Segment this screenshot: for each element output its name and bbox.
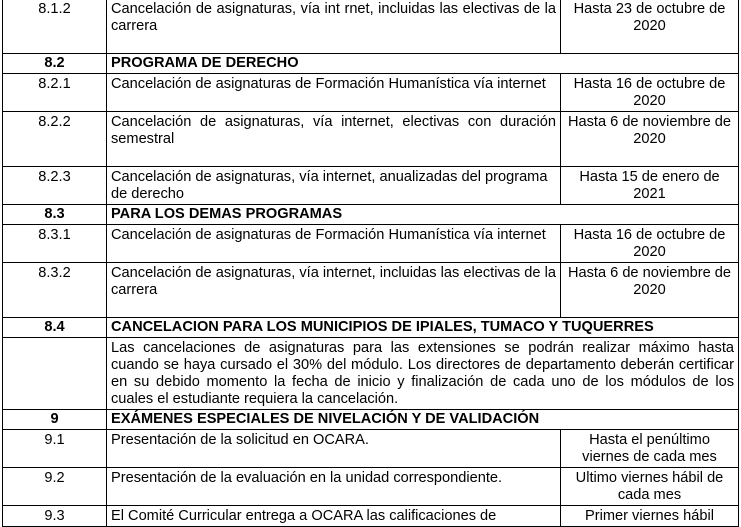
item-deadline: Hasta 16 de octubre de 2020 [561,74,739,112]
table-row [3,468,739,506]
item-number: 9.1 [3,430,107,468]
section-row [3,410,739,430]
table-row [3,430,739,468]
section-heading: PARA LOS DEMAS PROGRAMAS [107,205,739,225]
section-heading: PROGRAMA DE DERECHO [107,54,739,74]
item-description: Presentación de la solicitud en OCARA. [107,430,561,468]
item-deadline: Ultimo viernes hábil de cada mes [561,468,739,506]
item-description: Cancelación de asignaturas de Formación Humanística vía internet [107,225,561,263]
section-heading: CANCELACION PARA LOS MUNICIPIOS DE IPIALES, TUMACO Y TUQUERRES [107,318,739,338]
section-heading: EXÁMENES ESPECIALES DE NIVELACIÓN Y DE VALIDACIÓN [107,410,739,430]
section-row [3,205,739,225]
item-description: Cancelación de asignaturas, vía int rnet, incluidas las electivas de la carrera [107,0,561,54]
item-deadline: Primer viernes hábil [561,506,739,527]
table-row [3,167,739,205]
item-number [3,338,107,410]
item-description: Cancelación de asignaturas, vía internet, electivas con duración semestral [107,112,561,167]
table-row [3,506,739,527]
section-number: 9 [3,410,107,430]
section-row [3,54,739,74]
table-row [3,0,739,54]
item-deadline: Hasta 15 de enero de 2021 [561,167,739,205]
item-deadline: Hasta 23 de octubre de 2020 [561,0,739,54]
item-deadline: Hasta el penúltimo viernes de cada mes [561,430,739,468]
table-row [3,338,739,410]
item-number: 8.2.2 [3,112,107,167]
calendar-table [2,0,739,527]
item-description: El Comité Curricular entrega a OCARA las calificaciones de [107,506,561,527]
item-deadline: Hasta 16 de octubre de 2020 [561,225,739,263]
table-row [3,74,739,112]
item-number: 8.1.2 [3,0,107,54]
table-row [3,112,739,167]
item-number: 8.2.3 [3,167,107,205]
item-number: 8.3.2 [3,263,107,318]
item-description: Cancelación de asignaturas, vía internet, incluidas las electivas de la carrera [107,263,561,318]
section-number: 8.2 [3,54,107,74]
item-number: 9.3 [3,506,107,527]
item-number: 8.2.1 [3,74,107,112]
item-deadline: Hasta 6 de noviembre de 2020 [561,263,739,318]
item-deadline: Hasta 6 de noviembre de 2020 [561,112,739,167]
table-row [3,225,739,263]
section-number: 8.3 [3,205,107,225]
item-number: 8.3.1 [3,225,107,263]
item-number: 9.2 [3,468,107,506]
item-description: Presentación de la evaluación en la unidad correspondiente. [107,468,561,506]
extension-cancellation-note: Las cancelaciones de asignaturas para las extensiones se podrán realizar máximo hasta cuando se haya cursado el 30% del módulo. Los directores de departamento deberán certificar en su debido momento la fecha de inicio y finalización de cada uno de los módulos de los cuales el estudiante requiera la cancelación. [107,338,739,410]
item-description: Cancelación de asignaturas de Formación Humanística vía internet [107,74,561,112]
table-row [3,263,739,318]
item-description: Cancelación de asignaturas, vía internet, anualizadas del programa de derecho [107,167,561,205]
section-number: 8.4 [3,318,107,338]
section-row [3,318,739,338]
